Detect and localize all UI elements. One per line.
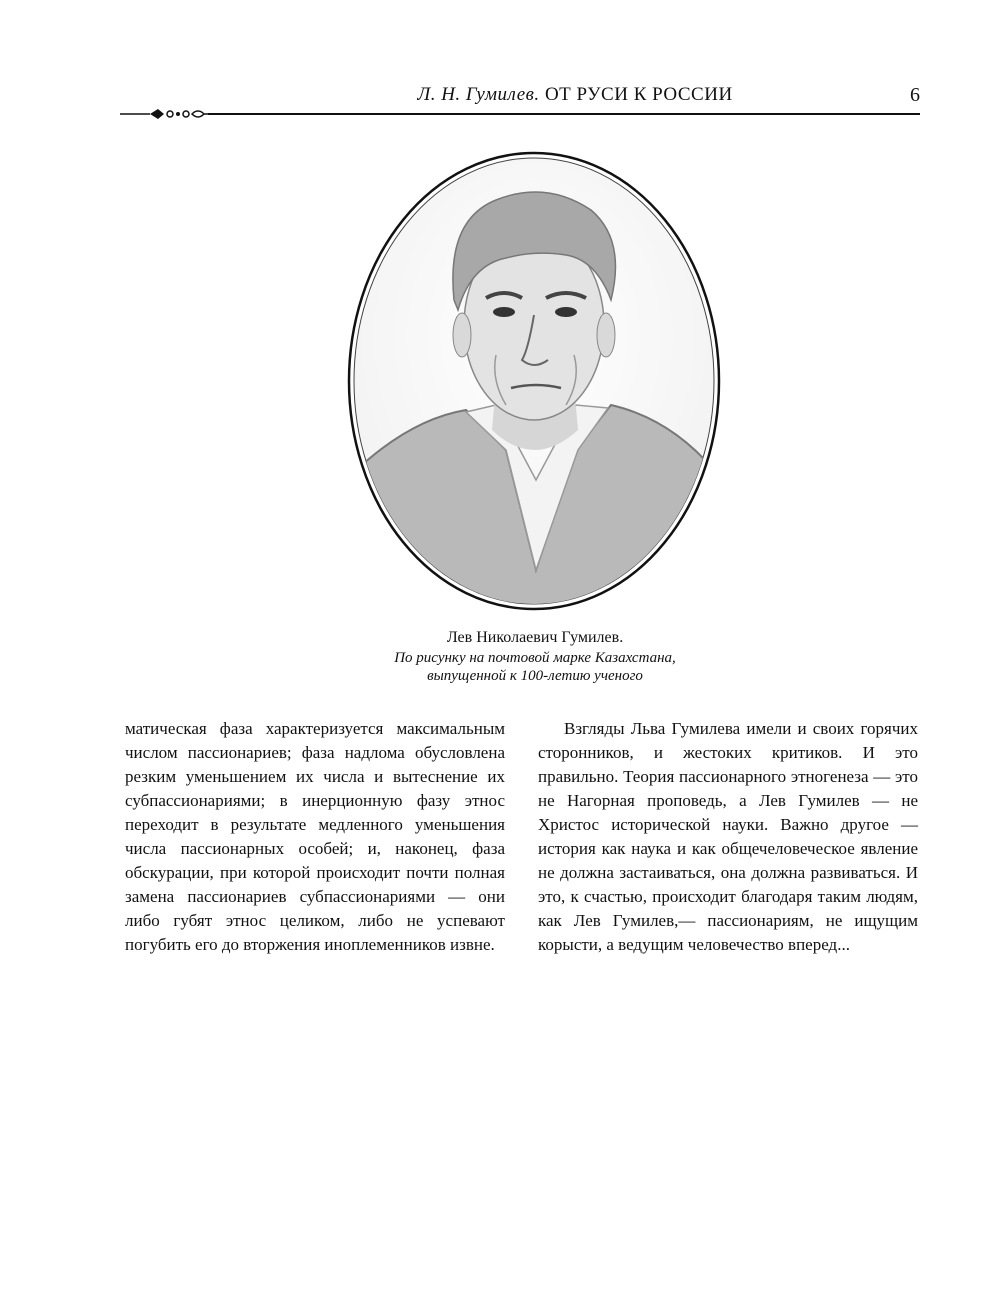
portrait-drawing-icon [346,150,722,612]
ornament-icon [120,106,210,122]
page-number: 6 [910,84,920,106]
header-rule [208,113,920,115]
portrait-caption [300,627,770,685]
left-column [125,717,505,957]
header-title [340,84,810,106]
right-paragraph: Взгляды Льва Гумилева имели и своих горячих сторонников, и жестоких критиков. И это правильно. Теория пассионарного этногенеза — это не Нагорная проповедь, а Лев Гумилев — не Христос исторической науки. Важно другое — история как наука и как общечеловеческое явление не должна застаиваться, она должна развиваться. И это, к счастью, происходит благодаря таким людям, как Лев Гумилев,— пассионариям, не ищущим корысти, а ведущим человечество вперед... [538,719,918,954]
header-author: Л. Н. Гумилев. [417,84,540,105]
right-column [538,717,918,957]
running-header [120,80,920,124]
caption-name: Лев Николаевич Гумилев. [446,629,624,646]
header-book-title: ОТ РУСИ К РОССИИ [544,84,733,105]
caption-note-line2: выпущенной к 100-летию ученого [427,668,643,684]
left-paragraph: матическая фаза характеризуется максимальным числом пассионариев; фаза надлома обусловлена резким уменьшением их числа и вытеснение их субпассионариями; в инерционную фазу этнос переходит в результате медленного уменьшения числа пассионарных особей; и, наконец, фаза обскурации, при которой происходит почти полная замена пассионариев субпассионариями — они либо губят этнос целиком, либо не успевают погубить его до вторжения иноплеменников извне. [125,719,505,954]
caption-note-line1: По рисунку на почтовой марке Казахстана, [394,650,676,666]
body-columns [125,717,918,957]
